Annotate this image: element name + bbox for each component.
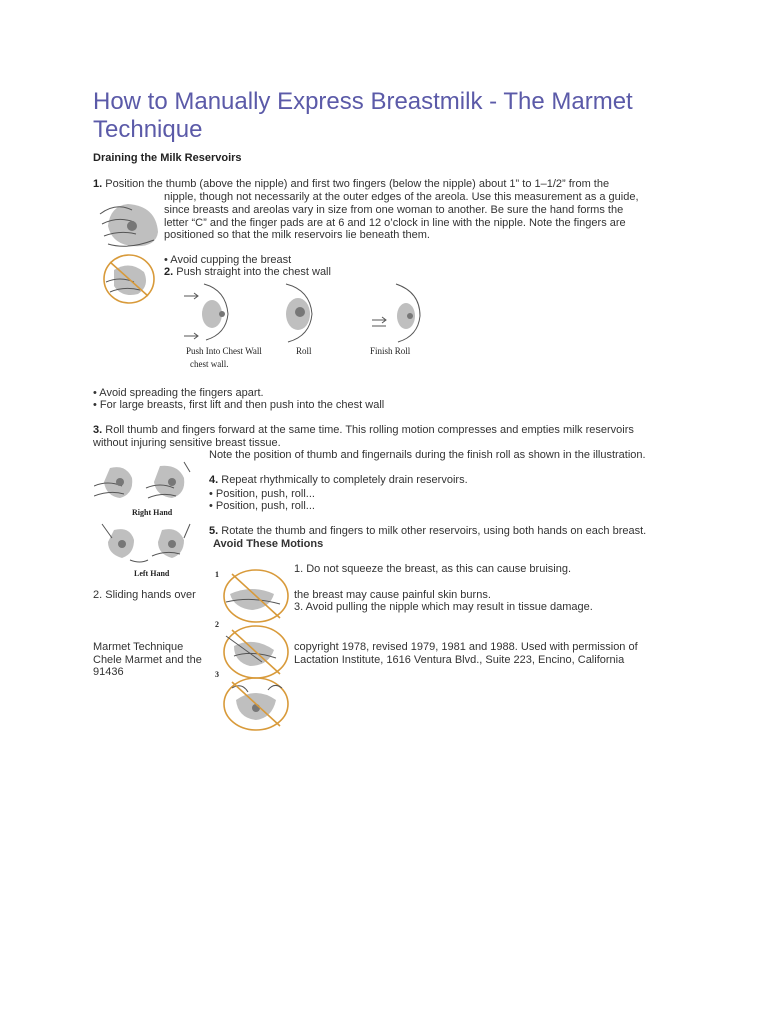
avoid-spreading-note: • Avoid spreading the fingers apart.	[93, 387, 264, 399]
step-1-number: 1.	[93, 178, 103, 190]
step-3-line-2: without injuring sensitive breast tissue.	[93, 437, 281, 449]
step-4-line	[209, 474, 468, 487]
step-4-text: Repeat rhythmically to completely drain reservoirs.	[221, 474, 468, 486]
avoid-item-3: 3. Avoid pulling the nipple which may result in tissue damage.	[294, 601, 593, 613]
step-4-bullet-1: • Position, push, roll...	[209, 488, 315, 500]
step-1-text: Position the thumb (above the nipple) and first two fingers (below the nipple) about 1” to 1–1/2” from the	[105, 178, 610, 190]
right-hand-illustration	[94, 460, 204, 508]
step-1-line-4: letter “C” and the finger pads are at 6 and 12 o’clock in line with the nipple. Note the fingers are	[164, 217, 626, 229]
caption-roll: Roll	[296, 346, 312, 356]
large-breasts-note: • For large breasts, first lift and then push into the chest wall	[93, 399, 385, 411]
caption-chest-wall: chest wall.	[190, 359, 229, 369]
credit-left-1: Marmet Technique	[93, 641, 184, 653]
avoid-item-2-start: 2. Sliding hands over	[93, 589, 196, 601]
step-3-text: Roll thumb and fingers forward at the same time. This rolling motion compresses and empties milk reservoirs	[105, 424, 634, 436]
avoid-cupping-note: • Avoid cupping the breast	[164, 254, 292, 266]
step-1-line-3: since breasts and areolas vary in size from one woman to another. Be sure the hand forms the	[164, 204, 624, 216]
avoid-motions-illustrations	[212, 566, 296, 734]
step-1-first-line	[93, 178, 609, 191]
left-hand-illustration	[100, 520, 200, 568]
step-3-first-line	[93, 424, 634, 437]
step-5-line	[209, 525, 646, 538]
step-4-number: 4.	[209, 474, 219, 486]
push-roll-illustrations	[182, 280, 432, 346]
step-3-number: 3.	[93, 424, 103, 436]
step-2-number: 2.	[164, 266, 174, 278]
caption-finish-roll: Finish Roll	[370, 346, 411, 356]
avoid-img-number-3: 3	[215, 670, 219, 679]
step-1-line-5: positioned so that the milk reservoirs lie beneath them.	[164, 229, 430, 241]
credit-right-1: copyright 1978, revised 1979, 1981 and 1988. Used with permission of	[294, 641, 638, 653]
caption-push: Push Into Chest Wall	[186, 346, 262, 356]
step-5-number: 5.	[209, 525, 219, 537]
step-5-text: Rotate the thumb and fingers to milk other reservoirs, using both hands on each breast.	[221, 525, 647, 537]
credit-left-3: 91436	[93, 666, 124, 678]
step-2-text: Push straight into the chest wall	[176, 266, 331, 278]
left-hand-caption: Left Hand	[134, 569, 170, 578]
avoid-cupping-illustration	[100, 252, 158, 306]
avoid-motions-heading: Avoid These Motions	[213, 538, 324, 550]
section-heading: Draining the Milk Reservoirs	[93, 152, 242, 164]
credit-left-2: Chele Marmet and the	[93, 654, 202, 666]
step-4-bullet-2: • Position, push, roll...	[209, 500, 315, 512]
hand-position-illustration	[98, 196, 160, 250]
page-title: How to Manually Express Breastmilk - The Marmet Technique	[93, 88, 633, 143]
avoid-img-number-1: 1	[215, 570, 219, 579]
avoid-img-number-2: 2	[215, 620, 219, 629]
step-2-line	[164, 266, 331, 279]
step-1-line-2: nipple, though not necessarily at the outer edges of the areola. Use this measurement as a guide,	[164, 191, 639, 203]
avoid-item-1: 1. Do not squeeze the breast, as this can cause bruising.	[294, 563, 571, 575]
credit-right-2: Lactation Institute, 1616 Ventura Blvd., Suite 223, Encino, California	[294, 654, 625, 666]
step-3-note: Note the position of thumb and fingernails during the finish roll as shown in the illustration.	[209, 449, 646, 461]
avoid-item-2-end: the breast may cause painful skin burns.	[294, 589, 491, 601]
right-hand-caption: Right Hand	[132, 508, 173, 517]
